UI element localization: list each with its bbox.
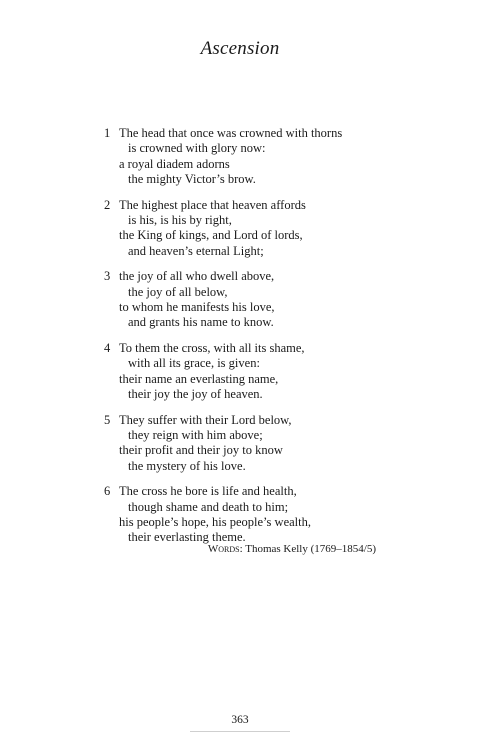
verse-line: is crowned with glory now: (128, 141, 266, 156)
verse-number: 1 (104, 126, 111, 140)
verse-line: they reign with him above; (128, 428, 263, 443)
verse-lines (119, 269, 404, 330)
verse-number: 4 (104, 341, 111, 356)
verse-line: with all its grace, is given: (128, 356, 260, 371)
verse-line: their profit and their joy to know (119, 443, 283, 458)
verse-number: 3 (104, 269, 111, 284)
verse-line: their name an everlasting name, (119, 371, 279, 386)
verse-3 (104, 269, 404, 330)
verse-line: To them the cross, with all its shame, (119, 341, 305, 356)
page-number: 363 (231, 714, 249, 726)
verse-line: the joy of all below, (128, 284, 228, 299)
verse-line: and heaven’s eternal Light; (128, 243, 264, 258)
verse-line: the joy of all who dwell above, (119, 269, 275, 284)
verse-line: the King of kings, and Lord of lords, (119, 228, 303, 243)
verse-4 (104, 341, 404, 402)
verse-line: the mystery of his love. (128, 458, 246, 473)
bottom-divider (190, 731, 290, 732)
verse-number: 2 (104, 197, 111, 212)
verse-lines (119, 484, 404, 545)
verse-line: the mighty Victor’s brow. (128, 171, 256, 186)
verse-number: 5 (104, 412, 111, 427)
verse-5 (104, 413, 404, 474)
verse-list (104, 126, 404, 556)
verse-number: 6 (104, 484, 111, 499)
verse-lines (119, 341, 404, 402)
verse-lines (119, 413, 404, 474)
verse-6 (104, 484, 404, 545)
verse-line: their everlasting theme. (128, 530, 246, 545)
verse-line: a royal diadem adorns (119, 156, 230, 171)
verse-line: though shame and death to him; (128, 499, 289, 514)
words-attribution (208, 543, 376, 555)
page-title: Ascension (200, 38, 280, 59)
verse-lines (119, 126, 404, 187)
verse-line: their joy the joy of heaven. (128, 386, 263, 401)
verse-line: his people’s hope, his people’s wealth, (119, 515, 311, 530)
attribution-label: Words: (207, 543, 243, 555)
verse-line: and grants his name to know. (128, 315, 274, 330)
verse-1 (104, 126, 404, 187)
verse-line: The head that once was crowned with thorns (119, 126, 343, 140)
verse-line: The cross he bore is life and health, (119, 484, 297, 499)
verse-lines (119, 198, 404, 259)
attribution-author: Thomas Kelly (1769–1854/5) (245, 543, 376, 555)
verse-2 (104, 198, 404, 259)
verse-line: to whom he manifests his love, (119, 299, 275, 314)
verse-line: The highest place that heaven affords (119, 197, 306, 212)
verse-line: They suffer with their Lord below, (119, 412, 292, 427)
verse-line: is his, is his by right, (128, 212, 232, 227)
